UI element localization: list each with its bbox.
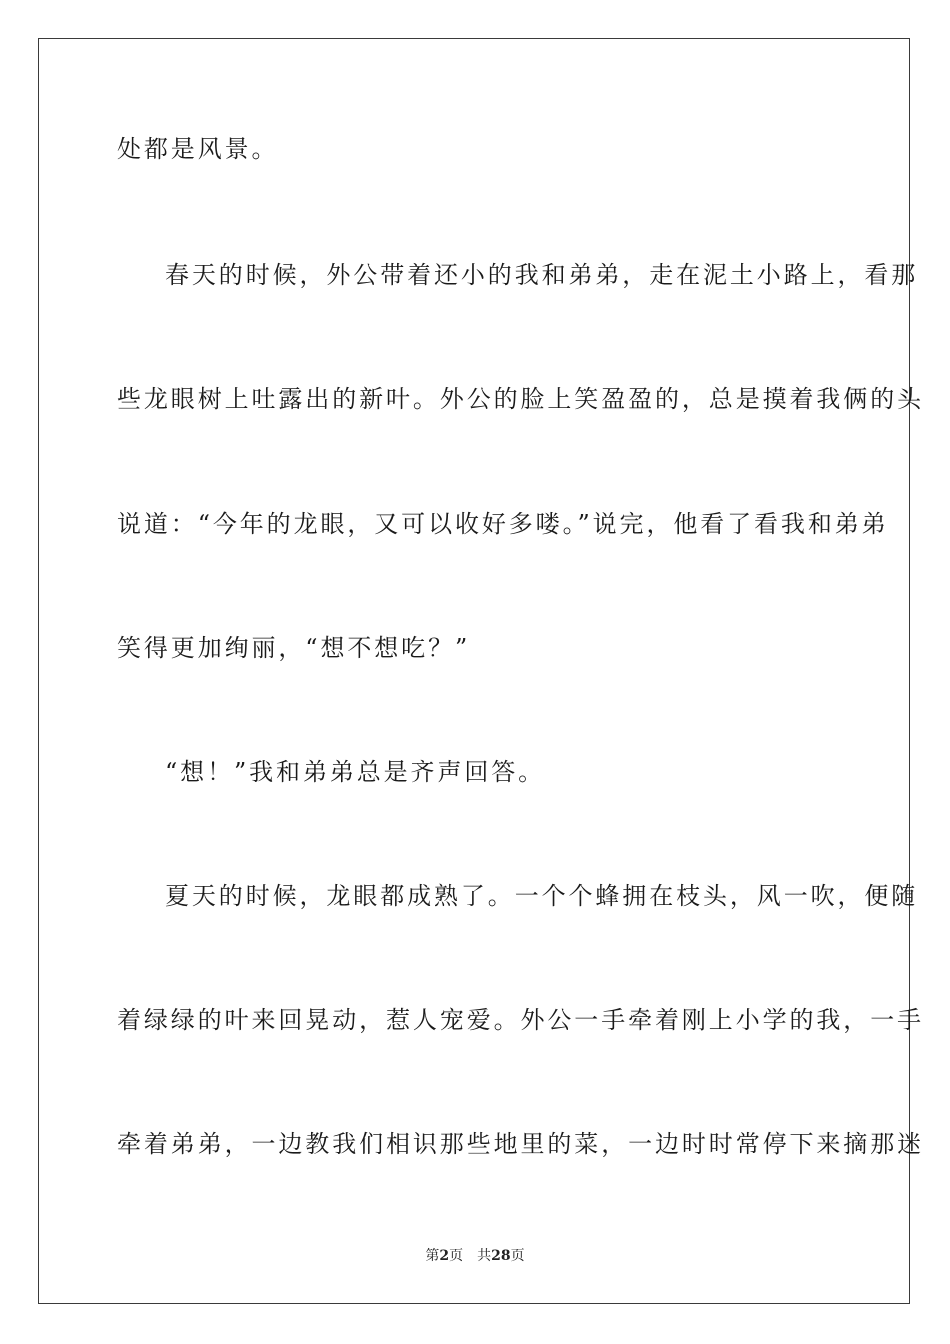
paragraph-spring-line-1: 春天的时候，外公带着还小的我和弟弟，走在泥土小路上，看那 <box>165 261 919 289</box>
text-line-1: 处都是风景。 <box>117 135 279 163</box>
paragraph-summer-line-3: 牵着弟弟，一边教我们相识那些地里的菜，一边时时常停下来摘那迷 <box>117 1130 924 1158</box>
total-prefix: 共 <box>477 1248 492 1264</box>
paragraph-answer: “想！”我和弟弟总是齐声回答。 <box>165 758 546 786</box>
paragraph-summer-line-2: 着绿绿的叶来回晃动，惹人宠爱。外公一手牵着刚上小学的我，一手 <box>117 1006 924 1034</box>
page-border <box>38 38 924 1304</box>
page-prefix: 第 <box>425 1248 440 1264</box>
paragraph-spring-line-4: 笑得更加绚丽，“想不想吃？” <box>117 634 471 662</box>
paragraph-summer-line-1: 夏天的时候，龙眼都成熟了。一个个蜂拥在枝头，风一吹，便随 <box>165 882 919 910</box>
current-page-number: 2 <box>439 1248 450 1264</box>
page-suffix: 页 <box>449 1248 464 1264</box>
paragraph-spring-line-2: 些龙眼树上吐露出的新叶。外公的脸上笑盈盈的，总是摸着我俩的头 <box>117 385 924 413</box>
paragraph-spring-line-3: 说道：“今年的龙眼，又可以收好多喽。”说完，他看了看我和弟弟 <box>117 510 889 538</box>
page-footer <box>0 1247 950 1265</box>
total-pages-number: 28 <box>491 1248 511 1264</box>
total-suffix: 页 <box>510 1248 525 1264</box>
